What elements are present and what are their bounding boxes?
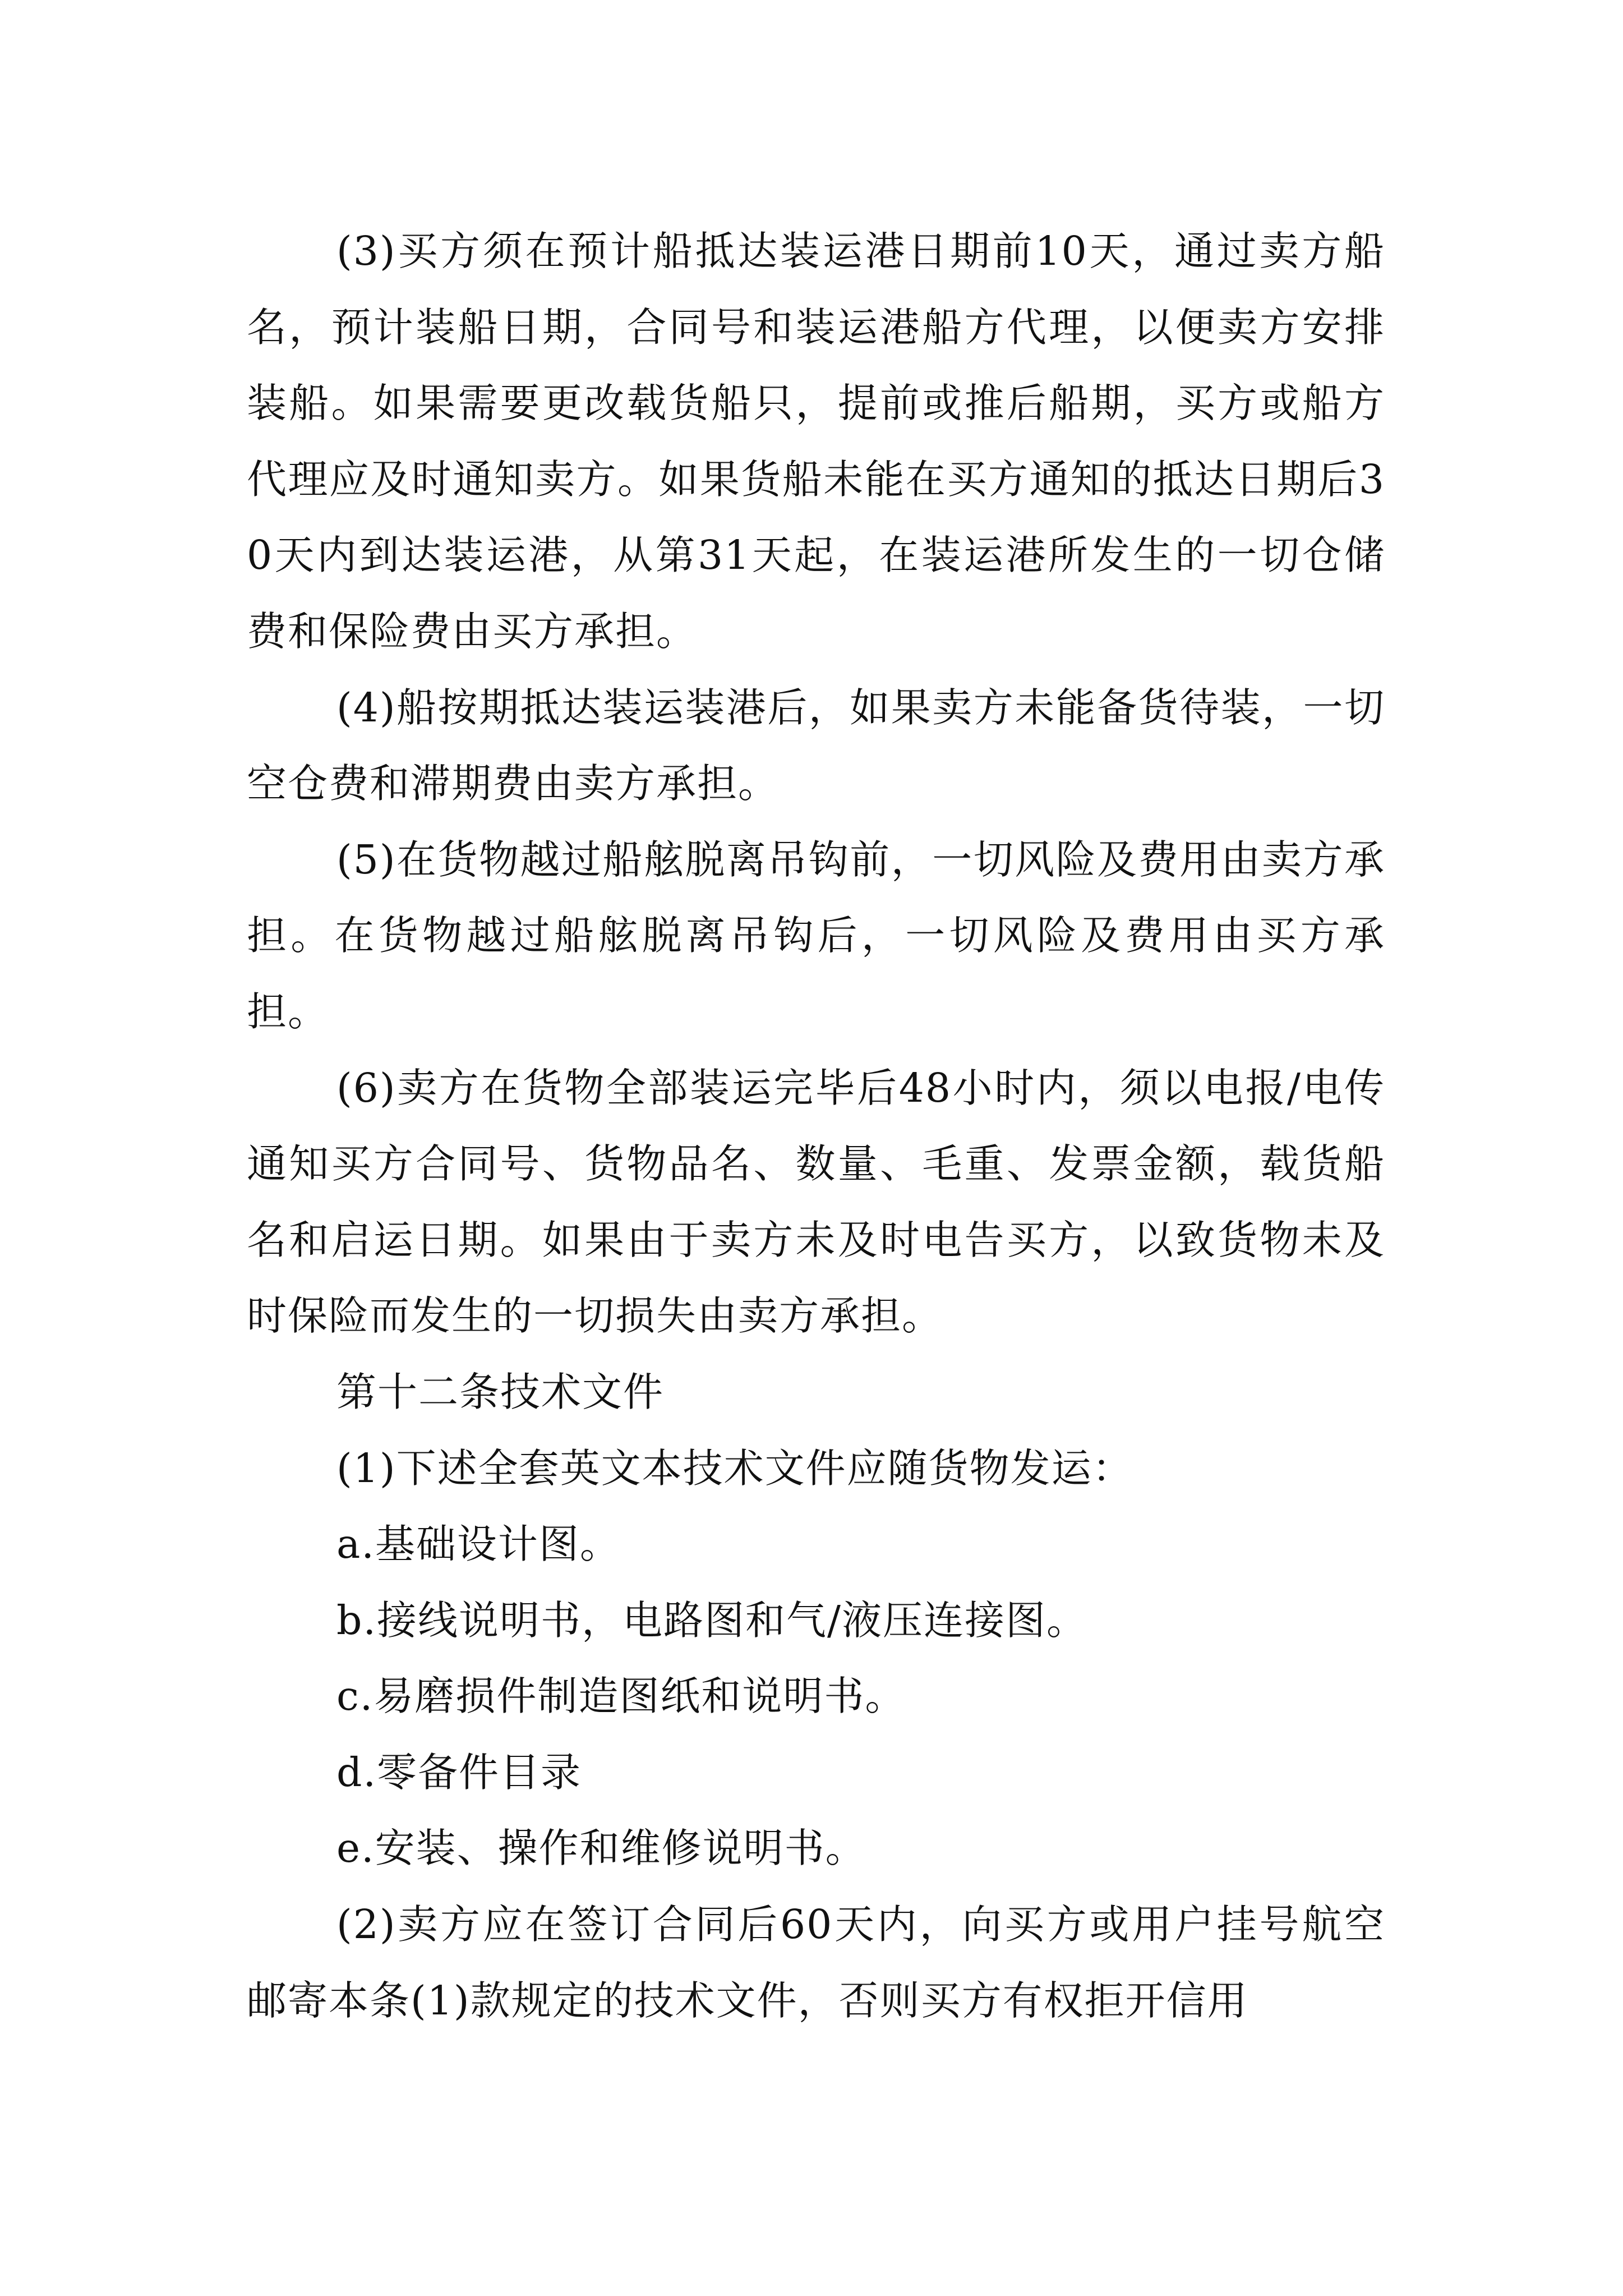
list-item-b: b.接线说明书，电路图和气/液压连接图。: [336, 1596, 1087, 1644]
clause-3-paragraph: (3)买方须在预计船抵达装运港日期前10天，通过卖方船名，预计装船日期，合同号和装运港船方代理，以便卖方安排装船。如果需要更改载货船只，提前或推后船期，买方或船方代理应及时通知卖方。如果货船未能在买方通知的抵达日期后30天内到达装运港，从第31天起，在装运港所发生的一切仓储费和保险费由买方承担。: [247, 228, 1385, 655]
clause-4-paragraph: (4)船按期抵达装运装港后，如果卖方未能备货待装，一切空仓费和滞期费由卖方承担。: [247, 684, 1385, 807]
document-body: [247, 213, 1385, 2039]
list-item-a: a.基础设计图。: [336, 1521, 621, 1568]
article-12-clause-1: (1)下述全套英文本技术文件应随货物发运：: [336, 1444, 1133, 1492]
clause-6-paragraph: (6)卖方在货物全部装运完毕后48小时内，须以电报/电传通知买方合同号、货物品名、数量、毛重、发票金额，载货船名和启运日期。如果由于卖方未及时电告买方，以致货物未及时保险而发生的一切损失由卖方承担。: [247, 1064, 1385, 1340]
article-12-clause-2: (2)卖方应在签订合同后60天内，向买方或用户挂号航空邮寄本条(1)款规定的技术文件，否则买方有权拒开信用: [247, 1901, 1385, 2024]
article-12-heading: 第十二条技术文件: [336, 1368, 665, 1415]
list-item-e: e.安装、操作和维修说明书。: [336, 1825, 866, 1872]
list-item-c: c.易磨损件制造图纸和说明书。: [336, 1673, 906, 1720]
clause-5-paragraph: (5)在货物越过船舷脱离吊钩前，一切风险及费用由卖方承担。在货物越过船舷脱离吊钩后，一切风险及费用由买方承担。: [247, 836, 1385, 1035]
list-item-d: d.零备件目录: [336, 1749, 582, 1796]
